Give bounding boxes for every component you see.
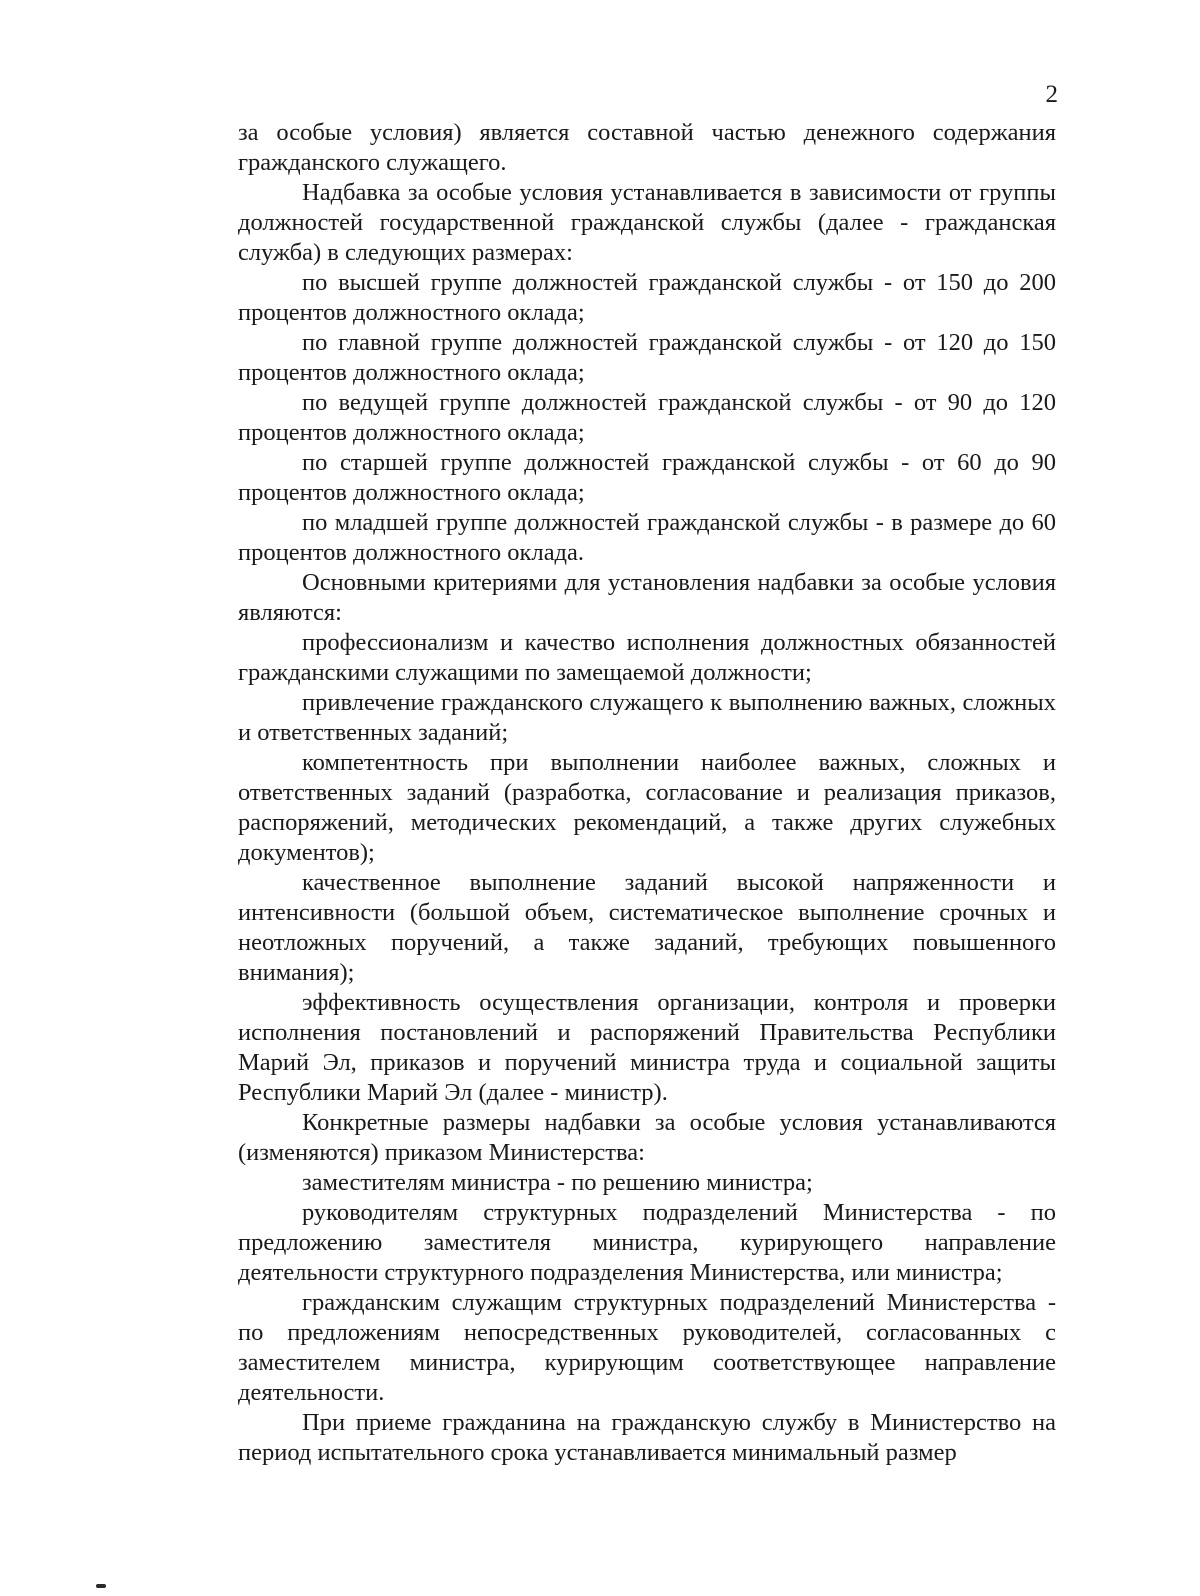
scan-artifact <box>96 1584 106 1588</box>
list-item: по младшей группе должностей гражданской службы - в размере до 60 процентов должностного оклада. <box>238 509 1056 566</box>
list-item: по ведущей группе должностей гражданской службы - от 90 до 120 процентов должностного оклада; <box>238 389 1056 446</box>
list-item: заместителям министра - по решению министра; <box>302 1169 813 1196</box>
paragraph: Конкретные размеры надбавки за особые условия устанавливаются (изменяются) приказом Министерства: <box>238 1109 1056 1166</box>
list-item: профессионализм и качество исполнения должностных обязанностей гражданскими служащими по замещаемой должности; <box>238 629 1056 686</box>
paragraph: При приеме гражданина на гражданскую службу в Министерство на период испытательного срока устанавливается минимальный размер <box>238 1409 1056 1466</box>
list-item: компетентность при выполнении наиболее важных, сложных и ответственных заданий (разработка, согласование и реализация приказов, распоряжений, методических рекомендаций, а также других служебных документов); <box>238 749 1056 866</box>
list-item: эффективность осуществления организации, контроля и проверки исполнения постановлений и распоряжений Правительства Республики Марий Эл, приказов и поручений министра труда и социальной защиты Республики Марий Эл (далее - министр). <box>238 989 1056 1106</box>
paragraph: Надбавка за особые условия устанавливается в зависимости от группы должностей государственной гражданской службы (далее - гражданская служба) в следующих размерах: <box>238 179 1056 266</box>
list-item: по старшей группе должностей гражданской службы - от 60 до 90 процентов должностного оклада; <box>238 449 1056 506</box>
list-item: привлечение гражданского служащего к выполнению важных, сложных и ответственных заданий; <box>238 689 1056 746</box>
list-item: руководителям структурных подразделений Министерства - по предложению заместителя министра, курирующего направление деятельности структурного подразделения Министерства, или министра; <box>238 1199 1056 1286</box>
page-number: 2 <box>1045 81 1058 108</box>
paragraph: за особые условия) является составной частью денежного содержания гражданского служащего. <box>238 119 1056 176</box>
list-item: по высшей группе должностей гражданской службы - от 150 до 200 процентов должностного оклада; <box>238 269 1056 326</box>
document-body <box>238 118 1056 1468</box>
list-item: по главной группе должностей гражданской службы - от 120 до 150 процентов должностного оклада; <box>238 329 1056 386</box>
list-item: гражданским служащим структурных подразделений Министерства - по предложениям непосредственных руководителей, согласованных с заместителем министра, курирующим соответствующее направление деятельности. <box>238 1289 1056 1406</box>
paragraph: Основными критериями для установления надбавки за особые условия являются: <box>238 569 1056 626</box>
list-item: качественное выполнение заданий высокой напряженности и интенсивности (большой объем, систематическое выполнение срочных и неотложных поручений, а также заданий, требующих повышенного внимания); <box>238 869 1056 986</box>
